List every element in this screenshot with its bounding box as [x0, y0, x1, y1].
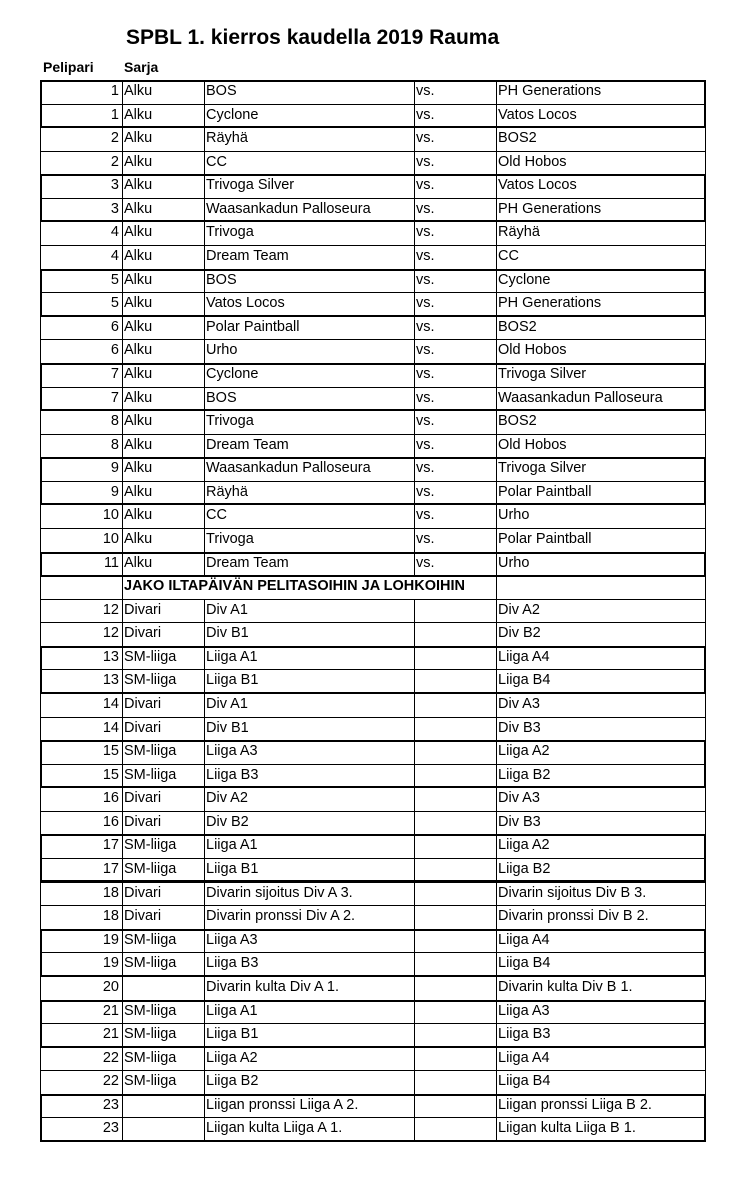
versus-cell: vs.: [416, 272, 435, 288]
pair-number-cell: 21: [102, 1026, 119, 1042]
series-cell: SM-liiga: [124, 767, 177, 783]
table-row: [40, 387, 706, 411]
team2-cell: Liiga A2: [498, 743, 550, 759]
pair-number-cell: 7: [110, 390, 119, 406]
pair-number-cell: 6: [110, 342, 119, 358]
table-row: [40, 198, 706, 222]
table-row: [40, 80, 706, 104]
series-cell: Divari: [124, 814, 162, 830]
table-row: [40, 481, 706, 505]
table-row: [40, 151, 706, 175]
team2-cell: Waasankadun Palloseura: [498, 390, 663, 406]
series-cell: Alku: [124, 177, 153, 193]
table-row: [40, 1070, 706, 1094]
series-cell: SM-liiga: [124, 955, 177, 971]
pair-number-cell: 1: [110, 83, 119, 99]
table-row: [40, 764, 706, 788]
pair-number-cell: 19: [102, 955, 119, 971]
series-cell: Alku: [124, 272, 153, 288]
table-row: [40, 811, 706, 835]
team1-cell: Liiga A1: [206, 649, 258, 665]
table-row: [40, 1023, 706, 1047]
table-row: [40, 410, 706, 434]
team2-cell: Liiga B2: [498, 861, 551, 877]
pair-number-cell: 2: [110, 130, 119, 146]
pair-number-cell: 3: [110, 177, 119, 193]
team1-cell: Dream Team: [206, 248, 289, 264]
pair-number-cell: 9: [110, 484, 119, 500]
team1-cell: Div B1: [206, 720, 249, 736]
page-title: SPBL 1. kierros kaudella 2019 Rauma: [126, 26, 500, 49]
team2-cell: Vatos Locos: [498, 177, 577, 193]
table-row: [40, 127, 706, 151]
team1-cell: Liigan kulta Liiga A 1.: [206, 1120, 343, 1136]
team2-cell: Div B2: [498, 625, 541, 641]
team2-cell: Old Hobos: [498, 342, 567, 358]
pair-number-cell: 21: [102, 1003, 119, 1019]
team1-cell: Liiga B1: [206, 861, 259, 877]
pair-number-cell: 3: [110, 201, 119, 217]
versus-cell: [416, 740, 496, 762]
versus-cell: [416, 646, 496, 668]
versus-cell: [416, 599, 496, 621]
team1-cell: Trivoga: [206, 413, 254, 429]
team1-cell: Liiga B3: [206, 767, 259, 783]
versus-cell: vs.: [416, 555, 435, 571]
team1-cell: Liiga A1: [206, 1003, 258, 1019]
series-cell: Alku: [124, 248, 153, 264]
series-cell: Divari: [124, 720, 162, 736]
pair-number-cell: 23: [102, 1097, 119, 1113]
team1-cell: Trivoga Silver: [206, 177, 295, 193]
series-cell: Alku: [124, 531, 153, 547]
team2-cell: Trivoga Silver: [498, 366, 587, 382]
team2-cell: Liigan kulta Liiga B 1.: [498, 1120, 636, 1136]
pair-number-cell: 18: [102, 908, 119, 924]
pair-number-cell: 23: [102, 1120, 119, 1136]
team2-cell: Divarin pronssi Div B 2.: [498, 908, 649, 924]
versus-cell: [416, 693, 496, 715]
series-cell: Alku: [124, 555, 153, 571]
series-cell: Alku: [124, 154, 153, 170]
versus-cell: vs.: [416, 248, 435, 264]
series-cell: Alku: [124, 390, 153, 406]
table-row: [40, 858, 706, 882]
series-cell: Alku: [124, 484, 153, 500]
table-row: [40, 1094, 706, 1118]
table-row: [40, 1047, 706, 1071]
team1-cell: Liiga A3: [206, 932, 258, 948]
table-row: [40, 245, 706, 269]
team2-cell: Liiga B2: [498, 767, 551, 783]
versus-cell: vs.: [416, 437, 435, 453]
pair-number-cell: 7: [110, 366, 119, 382]
versus-cell: vs.: [416, 342, 435, 358]
team2-cell: Polar Paintball: [498, 531, 592, 547]
versus-cell: vs.: [416, 295, 435, 311]
pair-number-cell: 11: [103, 555, 119, 571]
team2-cell: Polar Paintball: [498, 484, 592, 500]
series-cell: SM-liiga: [124, 1003, 177, 1019]
series-cell: Alku: [124, 342, 153, 358]
team2-cell: Liiga A3: [498, 1003, 550, 1019]
team1-cell: Div A1: [206, 696, 248, 712]
table-row: [40, 834, 706, 858]
pair-number-cell: 13: [102, 649, 119, 665]
team2-cell: Liigan pronssi Liiga B 2.: [498, 1097, 652, 1113]
pair-number-cell: 10: [102, 531, 119, 547]
pair-number-cell: 5: [110, 272, 119, 288]
table-row: [40, 104, 706, 128]
team2-cell: Liiga A4: [498, 1050, 550, 1066]
team2-cell: Old Hobos: [498, 154, 567, 170]
table-row: [40, 434, 706, 458]
team1-cell: BOS: [206, 272, 237, 288]
table-row: [40, 1117, 706, 1141]
table-row: [40, 269, 706, 293]
series-cell: SM-liiga: [124, 932, 177, 948]
pair-number-cell: 8: [110, 437, 119, 453]
pair-number-cell: 13: [102, 672, 119, 688]
team1-cell: Liiga B2: [206, 1073, 259, 1089]
table-row: [40, 528, 706, 552]
team2-cell: Trivoga Silver: [498, 460, 587, 476]
versus-cell: vs.: [416, 507, 435, 523]
pair-number-cell: 18: [102, 885, 119, 901]
series-cell: Divari: [124, 696, 162, 712]
table-row: [40, 339, 706, 363]
series-cell: Alku: [124, 319, 153, 335]
table-row: [40, 622, 706, 646]
versus-cell: vs.: [416, 413, 435, 429]
versus-cell: vs.: [416, 154, 435, 170]
team1-cell: Divarin kulta Div A 1.: [206, 979, 339, 995]
series-cell: SM-liiga: [124, 672, 177, 688]
series-cell: Alku: [124, 201, 153, 217]
versus-cell: [416, 1047, 496, 1069]
team2-cell: Div B3: [498, 814, 541, 830]
table-row: [40, 457, 706, 481]
series-cell: Alku: [124, 460, 153, 476]
pair-number-cell: 17: [102, 837, 119, 853]
versus-cell: [416, 834, 496, 856]
team2-cell: BOS2: [498, 413, 537, 429]
team1-cell: Divarin pronssi Div A 2.: [206, 908, 356, 924]
versus-cell: [416, 811, 496, 833]
team2-cell: PH Generations: [498, 295, 602, 311]
pair-number-cell: 22: [102, 1050, 119, 1066]
column-header-pelipari: Pelipari: [43, 59, 94, 75]
versus-cell: vs.: [416, 319, 435, 335]
series-cell: Divari: [124, 790, 162, 806]
pair-number-cell: 12: [102, 602, 119, 618]
series-cell: [124, 976, 204, 998]
versus-cell: [416, 858, 496, 880]
team1-cell: CC: [206, 507, 227, 523]
versus-cell: vs.: [416, 531, 435, 547]
versus-cell: vs.: [416, 390, 435, 406]
team2-cell: Liiga A4: [498, 932, 550, 948]
series-cell: SM-liiga: [124, 1073, 177, 1089]
team1-cell: Liiga B3: [206, 955, 259, 971]
series-cell: [124, 1117, 204, 1139]
series-cell: SM-liiga: [124, 649, 177, 665]
versus-cell: [416, 976, 496, 998]
versus-cell: vs.: [416, 177, 435, 193]
team1-cell: Cyclone: [206, 107, 259, 123]
pair-number-cell: 14: [102, 696, 119, 712]
versus-cell: [416, 1070, 496, 1092]
table-row: [40, 363, 706, 387]
pair-number-cell: 6: [110, 319, 119, 335]
pair-number-cell: 10: [102, 507, 119, 523]
pair-number-cell: 17: [102, 861, 119, 877]
versus-cell: [416, 1094, 496, 1116]
team1-cell: Räyhä: [206, 484, 248, 500]
team2-cell: PH Generations: [498, 83, 602, 99]
team1-cell: Div A1: [206, 602, 248, 618]
series-cell: [124, 1094, 204, 1116]
series-cell: SM-liiga: [124, 1026, 177, 1042]
team2-cell: Cyclone: [498, 272, 551, 288]
team2-cell: Liiga B3: [498, 1026, 551, 1042]
pair-number-cell: 19: [102, 932, 119, 948]
team1-cell: Trivoga: [206, 531, 254, 547]
versus-cell: vs.: [416, 224, 435, 240]
team1-cell: Trivoga: [206, 224, 254, 240]
table-row: [40, 929, 706, 953]
table-row: [40, 552, 706, 576]
table-row: [40, 292, 706, 316]
team1-cell: Dream Team: [206, 437, 289, 453]
team1-cell: Waasankadun Palloseura: [206, 201, 371, 217]
team2-cell: Div A2: [498, 602, 540, 618]
team2-cell: Urho: [498, 555, 530, 571]
team2-cell: Räyhä: [498, 224, 540, 240]
series-cell: Alku: [124, 107, 153, 123]
pair-number-cell: 16: [102, 814, 119, 830]
team1-cell: Liiga A1: [206, 837, 258, 853]
table-row: [40, 952, 706, 976]
pair-number-cell: 4: [110, 248, 119, 264]
team1-cell: Urho: [206, 342, 238, 358]
series-cell: Alku: [124, 507, 153, 523]
team1-cell: Div B2: [206, 814, 249, 830]
versus-cell: [416, 669, 496, 691]
column-header-sarja: Sarja: [124, 59, 159, 75]
table-row: [40, 882, 706, 906]
team2-cell: Liiga A4: [498, 649, 550, 665]
pair-number-cell: 20: [102, 979, 119, 995]
team2-cell: BOS2: [498, 319, 537, 335]
team1-cell: Cyclone: [206, 366, 259, 382]
series-cell: Alku: [124, 413, 153, 429]
team2-cell: BOS2: [498, 130, 537, 146]
versus-cell: vs.: [416, 83, 435, 99]
table-row: [40, 787, 706, 811]
pair-number-cell: 8: [110, 413, 119, 429]
versus-cell: vs.: [416, 460, 435, 476]
pair-number-cell: 14: [102, 720, 119, 736]
series-cell: SM-liiga: [124, 1050, 177, 1066]
team1-cell: Liiga A3: [206, 743, 258, 759]
series-cell: Divari: [124, 908, 162, 924]
team2-cell: Liiga B4: [498, 1073, 551, 1089]
versus-cell: [416, 952, 496, 974]
table-row: [40, 316, 706, 340]
series-cell: SM-liiga: [124, 837, 177, 853]
table-row: [40, 1000, 706, 1024]
versus-cell: [416, 1000, 496, 1022]
versus-cell: [416, 717, 496, 739]
team1-cell: Div A2: [206, 790, 248, 806]
versus-cell: vs.: [416, 201, 435, 217]
team1-cell: BOS: [206, 390, 237, 406]
series-cell: Alku: [124, 224, 153, 240]
team1-cell: Dream Team: [206, 555, 289, 571]
versus-cell: [416, 787, 496, 809]
pair-number-cell: 4: [110, 224, 119, 240]
table-row: [40, 504, 706, 528]
table-row: [40, 717, 706, 741]
team1-cell: Waasankadun Palloseura: [206, 460, 371, 476]
versus-cell: [416, 882, 496, 904]
versus-cell: [416, 1117, 496, 1139]
team1-cell: Vatos Locos: [206, 295, 285, 311]
team2-cell: Liiga B4: [498, 955, 551, 971]
pair-number-cell: 9: [110, 460, 119, 476]
versus-cell: [416, 764, 496, 786]
section-header-text: JAKO ILTAPÄIVÄN PELITASOIHIN JA LOHKOIHIN: [124, 578, 466, 594]
team1-cell: Divarin sijoitus Div A 3.: [206, 885, 353, 901]
team1-cell: BOS: [206, 83, 237, 99]
table-row: [40, 693, 706, 717]
versus-cell: vs.: [416, 366, 435, 382]
series-cell: Divari: [124, 885, 162, 901]
table-row: [40, 740, 706, 764]
team1-cell: Liiga B1: [206, 1026, 259, 1042]
series-cell: Alku: [124, 437, 153, 453]
team2-cell: Divarin sijoitus Div B 3.: [498, 885, 647, 901]
team1-cell: Div B1: [206, 625, 249, 641]
team1-cell: Polar Paintball: [206, 319, 300, 335]
team2-cell: Divarin kulta Div B 1.: [498, 979, 633, 995]
series-cell: Alku: [124, 83, 153, 99]
team2-cell: Vatos Locos: [498, 107, 577, 123]
pair-number-cell: 1: [110, 107, 119, 123]
section-header-row: [40, 575, 706, 599]
team2-cell: Div B3: [498, 720, 541, 736]
team2-cell: CC: [498, 248, 519, 264]
table-row: [40, 599, 706, 623]
table-row: [40, 669, 706, 693]
pair-number-cell: 15: [102, 767, 119, 783]
team1-cell: Liiga A2: [206, 1050, 258, 1066]
series-cell: Alku: [124, 295, 153, 311]
series-cell: SM-liiga: [124, 861, 177, 877]
team1-cell: Räyhä: [206, 130, 248, 146]
pair-number-cell: 2: [110, 154, 119, 170]
versus-cell: [416, 905, 496, 927]
versus-cell: vs.: [416, 107, 435, 123]
team2-cell: Div A3: [498, 696, 540, 712]
pair-number-cell: 12: [102, 625, 119, 641]
versus-cell: [416, 929, 496, 951]
pair-number-cell: 5: [110, 295, 119, 311]
table-row: [40, 976, 706, 1000]
team2-cell: Div A3: [498, 790, 540, 806]
series-cell: Alku: [124, 366, 153, 382]
versus-cell: vs.: [416, 484, 435, 500]
versus-cell: [416, 1023, 496, 1045]
team1-cell: Liiga B1: [206, 672, 259, 688]
table-row: [40, 905, 706, 929]
pair-number-cell: 15: [102, 743, 119, 759]
team2-cell: Liiga B4: [498, 672, 551, 688]
table-row: [40, 174, 706, 198]
series-cell: Divari: [124, 602, 162, 618]
versus-cell: vs.: [416, 130, 435, 146]
table-row-divider: [40, 1141, 706, 1142]
pair-number-cell: 16: [102, 790, 119, 806]
team1-cell: CC: [206, 154, 227, 170]
series-cell: SM-liiga: [124, 743, 177, 759]
series-cell: Alku: [124, 130, 153, 146]
team1-cell: Liigan pronssi Liiga A 2.: [206, 1097, 359, 1113]
table-row: [40, 221, 706, 245]
team2-cell: PH Generations: [498, 201, 602, 217]
team2-cell: Old Hobos: [498, 437, 567, 453]
table-row: [40, 646, 706, 670]
versus-cell: [416, 622, 496, 644]
team2-cell: Urho: [498, 507, 530, 523]
team2-cell: Liiga A2: [498, 837, 550, 853]
series-cell: Divari: [124, 625, 162, 641]
pair-number-cell: 22: [102, 1073, 119, 1089]
